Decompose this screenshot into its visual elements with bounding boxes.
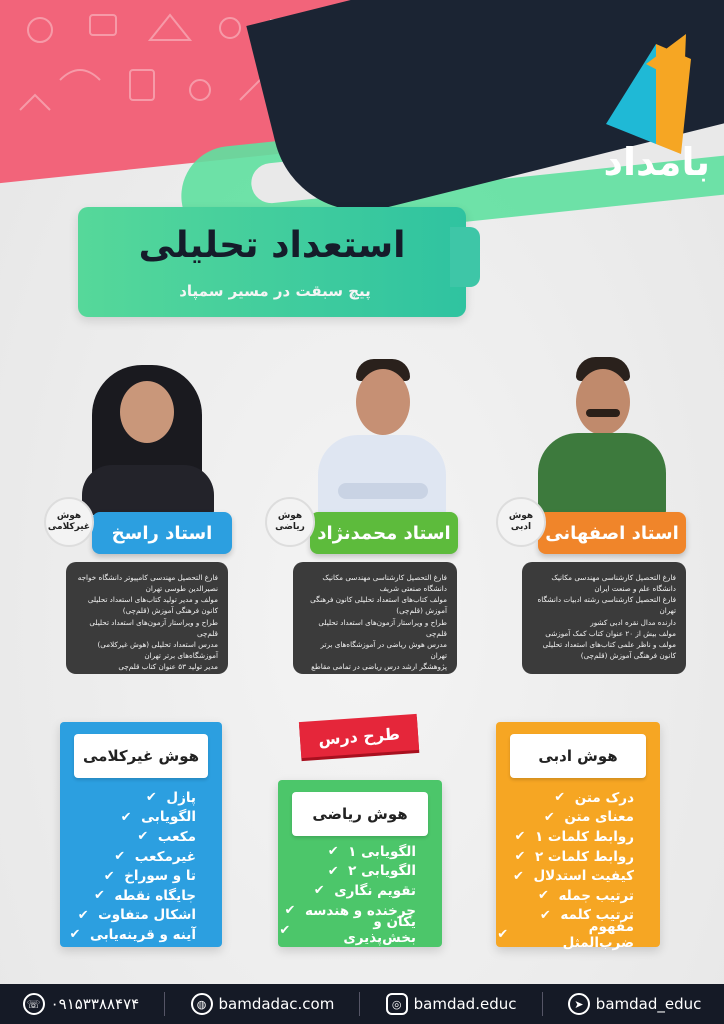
list-item: پازل ✔	[145, 789, 196, 806]
bio-line: فارغ التحصیل مهندسی کامپیوتر دانشگاه خواجه نصیرالدین طوسی تهران	[77, 573, 218, 594]
divider	[164, 992, 165, 1016]
card-title: هوش ریاضی	[292, 792, 428, 836]
list-item: تا و سوراخ ✔	[103, 868, 196, 885]
check-icon: ✔	[77, 907, 89, 923]
teacher-photo	[312, 355, 452, 515]
globe-icon: ◍	[191, 993, 213, 1015]
list-item: جایگاه نقطه ✔	[93, 887, 196, 904]
page-title: استعداد تحلیلی	[138, 225, 406, 266]
bio-line: مولف و مدیر تولید کتاب‌های استعداد تحلیلی کانون فرهنگی آموزش (قلم‌چی)	[87, 595, 218, 616]
divider	[542, 992, 543, 1016]
instagram-link[interactable]	[386, 993, 517, 1015]
bio-line: مدرس هوش ریاضی در آموزشگاه‌های برتر تهران	[320, 639, 447, 661]
check-icon: ✔	[137, 829, 149, 845]
list-item: روابط کلمات ۲ ✔	[514, 848, 634, 865]
check-icon: ✔	[327, 863, 339, 879]
telegram-handle: bamdad_educ	[595, 995, 702, 1013]
divider	[359, 992, 360, 1016]
list-item: یکان و بخش‌پذیری ✔	[279, 914, 416, 947]
check-icon: ✔	[327, 844, 339, 860]
check-icon: ✔	[120, 809, 132, 825]
list-item: تقویم نگاری ✔	[313, 882, 416, 899]
bio-line: فارغ التحصیل کارشناسی مهندسی مکانیک دانشگاه علم و صنعت ایران	[551, 573, 676, 594]
check-icon: ✔	[497, 927, 509, 943]
check-icon: ✔	[514, 829, 526, 845]
list-item: کیفیت استدلال ✔	[512, 868, 634, 885]
page-subtitle: پیچ سبقت در مسیر سمپاد	[179, 282, 371, 300]
website-url: bamdadac.com	[218, 995, 335, 1013]
telegram-icon: ➤	[568, 993, 590, 1015]
bio-line: مولف بیش از ۲۰ عنوان کتاب کمک آموزشی	[545, 628, 676, 638]
subject-badge: هوش ادبی	[496, 497, 546, 547]
list-item: درک متن ✔	[554, 789, 634, 806]
list-item: الگویابی ۱ ✔	[327, 843, 416, 860]
telegram-link[interactable]	[568, 993, 702, 1015]
website-link[interactable]	[191, 993, 335, 1015]
card-nonverbal	[60, 722, 222, 947]
bio-line: طراح و ویراستار آزمون‌های استعداد تحلیلی قلم‌چی	[318, 617, 447, 638]
check-icon: ✔	[313, 883, 325, 899]
teacher-bio	[66, 562, 228, 674]
instagram-icon: ◎	[386, 993, 408, 1015]
contact-footer	[0, 984, 724, 1024]
check-icon: ✔	[543, 809, 555, 825]
list-item: الگویابی ۲ ✔	[327, 863, 416, 880]
teacher-name: استاد اصفهانی	[538, 512, 686, 554]
teacher-photo	[78, 355, 218, 515]
bio-line: پژوهشگر ارشد درس ریاضی در تمامی مقاطع	[311, 662, 447, 672]
check-icon: ✔	[538, 888, 549, 904]
phone-number: ۰۹۱۵۳۳۸۸۴۷۴	[50, 995, 140, 1013]
bio-line: دارنده مدال نقره ادبی کشور	[590, 617, 676, 627]
instagram-handle: bamdad.educ	[413, 995, 517, 1013]
check-icon: ✔	[103, 868, 115, 884]
teacher-name: استاد محمدنژاد	[310, 512, 458, 554]
list-item: ترتیب کلمه ✔	[539, 907, 634, 924]
bio-line: فارغ التحصیل کارشناسی مهندسی مکانیک دانشگاه صنعتی شریف	[322, 573, 447, 594]
list-item: الگویابی ✔	[120, 809, 196, 826]
bio-line: مولف کتاب‌های استعداد تحلیلی کانون فرهنگی آموزش (قلم‌چی)	[310, 595, 447, 616]
bio-line: طراح و ویراستار آزمون‌های استعداد تحلیلی قلم‌چی	[89, 617, 218, 638]
list-item: مفهوم ضرب‌المثل ✔	[497, 918, 634, 951]
list-item: آینه و قرینه‌یابی ✔	[69, 926, 196, 943]
check-icon: ✔	[512, 868, 524, 884]
brand-logo-text: بامداد	[603, 140, 710, 184]
list-item: مکعب ✔	[137, 828, 196, 845]
phone-contact[interactable]	[23, 993, 140, 1015]
teacher-bio	[522, 562, 686, 674]
check-icon: ✔	[279, 922, 291, 938]
card-list	[496, 788, 660, 951]
check-icon: ✔	[114, 849, 126, 865]
check-icon: ✔	[69, 927, 81, 943]
list-item: معنای متن ✔	[543, 809, 634, 826]
check-icon: ✔	[554, 790, 566, 806]
card-math	[278, 780, 442, 947]
list-item: اشکال متفاوت ✔	[77, 907, 196, 924]
check-icon: ✔	[284, 903, 296, 919]
bio-line: فارغ التحصیل کارشناسی رشته ادبیات دانشگاه تهران	[537, 595, 676, 616]
teacher-name: استاد راسخ	[92, 512, 232, 554]
card-title: هوش غیرکلامی	[74, 734, 208, 778]
card-literary	[496, 722, 660, 951]
teacher-bio	[293, 562, 457, 674]
list-item: چرخنده و هندسه ✔	[284, 902, 416, 919]
phone-icon: ☏	[23, 993, 45, 1015]
card-list	[278, 842, 442, 947]
check-icon: ✔	[93, 888, 105, 904]
card-list	[60, 788, 222, 945]
list-item: ترتیب جمله ✔	[538, 887, 634, 904]
check-icon: ✔	[539, 907, 551, 923]
check-icon: ✔	[145, 790, 157, 806]
lesson-plan-label: طرح درس	[299, 714, 419, 758]
subject-badge: هوش غیرکلامی	[44, 497, 94, 547]
list-item: غیرمکعب ✔	[114, 848, 196, 865]
bio-line: مدرس استعداد تحلیلی (هوش غیرکلامی) آموزشگاه‌های برتر تهران	[97, 639, 218, 661]
card-title: هوش ادبی	[510, 734, 646, 778]
bio-line: مدیر تولید ۵۳ عنوان کتاب قلم‌چی	[118, 662, 218, 672]
subject-badge: هوش ریاضی	[265, 497, 315, 547]
teacher-photo	[532, 355, 672, 515]
bio-line: مولف و ناظر علمی کتاب‌های استعداد تحلیلی کانون فرهنگی آموزش (قلم‌چی)	[542, 639, 676, 661]
check-icon: ✔	[514, 849, 526, 865]
list-item: روابط کلمات ۱ ✔	[514, 828, 634, 845]
